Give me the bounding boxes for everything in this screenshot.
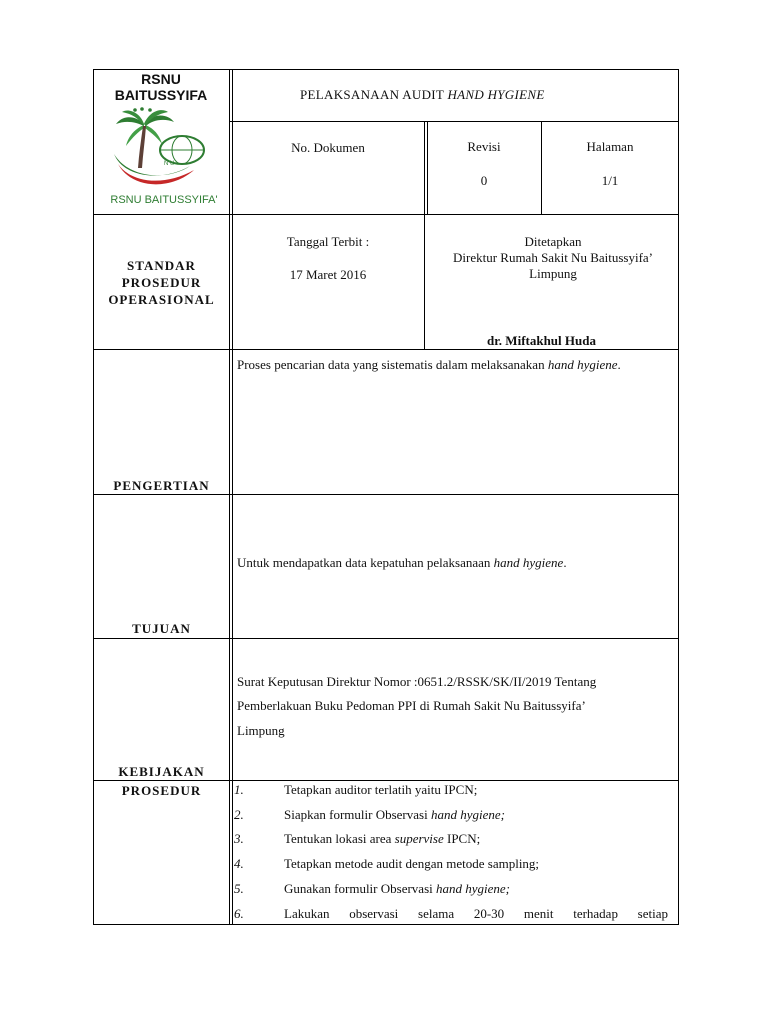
table-border-right [678, 69, 679, 925]
document-title [300, 87, 545, 103]
step-number: 2. [234, 807, 244, 822]
column-divider-revisi [424, 121, 425, 350]
logo-caption: RSNU BAITUSSYIFA' [110, 194, 218, 206]
step-number: 5. [234, 881, 244, 896]
step-text-plain: Tetapkan metode audit dengan metode sampling; [284, 856, 540, 871]
pengertian-end: . [617, 357, 621, 372]
pengertian-text [237, 351, 667, 378]
sop-label-line2: PROSEDUR [121, 275, 202, 290]
revisi-value: 0 [480, 173, 488, 188]
step-text [284, 856, 539, 872]
step-text-after: IPCN; [443, 831, 481, 846]
column-divider-main [229, 69, 230, 925]
halaman-value: 1/1 [601, 173, 619, 188]
step-number: 6. [234, 906, 244, 921]
table-border-bottom [93, 924, 679, 925]
prosedur-label: PROSEDUR [121, 783, 202, 798]
step-text-plain: Gunakan formulir Observasi [284, 881, 436, 896]
step-text-plain: Tetapkan auditor terlatih yaitu IPCN; [284, 782, 478, 797]
org-name-line1: RSNU [141, 71, 181, 87]
sop-label-line3: OPERASIONAL [108, 292, 215, 307]
kebijakan-line2: Pemberlakuan Buku Pedoman PPI di Rumah Sakit Nu Baitussyifa’ [237, 698, 586, 713]
step-text-plain: Siapkan formulir Observasi [284, 807, 431, 822]
step-text-italic: hand hygiene; [430, 807, 505, 822]
step-text [284, 831, 480, 847]
pengertian-italic2: hygiene [577, 357, 618, 372]
tujuan-end: . [563, 555, 567, 570]
step-text-italic: supervise [394, 831, 444, 846]
tujuan-text [237, 555, 673, 571]
document-title-italic: HAND HYGIENE [447, 87, 545, 102]
tujuan-italic: hand hygiene [493, 555, 564, 570]
pengertian-label: PENGERTIAN [113, 478, 210, 493]
kebijakan-line3: Limpung [237, 723, 285, 738]
row-divider-sop [93, 349, 679, 350]
pengertian-plain: Proses pencarian data yang sistematis dalam melaksanakan [237, 357, 548, 372]
row-divider-title [230, 121, 679, 122]
step-text [284, 807, 505, 823]
ditetapkan-line3: Limpung [529, 266, 577, 281]
org-name-line2: BAITUSSYIFA [114, 87, 208, 103]
step-text-italic: hand hygiene; [436, 881, 511, 896]
sop-label-line1: STANDAR [127, 258, 196, 273]
step-number: 4. [234, 856, 244, 871]
column-divider-revisi-inner [427, 121, 428, 215]
row-divider-header [93, 214, 679, 215]
row-divider-pengertian [93, 494, 679, 495]
step-text [284, 906, 668, 922]
column-divider-halaman [541, 121, 542, 215]
step-number: 1. [234, 782, 244, 797]
step-text [284, 881, 510, 897]
tanggal-terbit-label: Tanggal Terbit : [286, 234, 370, 249]
tanggal-terbit-value: 17 Maret 2016 [289, 267, 367, 282]
signatory-name: dr. Miftakhul Huda [487, 333, 596, 348]
ditetapkan-line1: Ditetapkan [524, 234, 582, 249]
no-dokumen-label: No. Dokumen [291, 140, 365, 155]
logo-badge-text: N U [164, 161, 175, 167]
kebijakan-label: KEBIJAKAN [118, 764, 205, 779]
halaman-label: Halaman [586, 139, 634, 154]
tujuan-plain: Untuk mendapatkan data kepatuhan pelaksanaan [237, 555, 494, 570]
row-divider-kebijakan [93, 780, 679, 781]
table-border-top [93, 69, 679, 70]
column-divider-main-inner [232, 69, 233, 925]
ditetapkan-line2: Direktur Rumah Sakit Nu Baitussyifa’ [452, 250, 654, 265]
step-text [284, 782, 477, 798]
step-text-plain: Lakukan observasi selama 20-30 menit terhadap setiap [284, 906, 668, 921]
step-number: 3. [234, 831, 244, 846]
kebijakan-line1: Surat Keputusan Direktur Nomor :0651.2/RSSK/SK/II/2019 Tentang [237, 674, 597, 689]
step-text-plain: Tentukan lokasi area [284, 831, 395, 846]
pengertian-italic1: hand [547, 357, 574, 372]
row-divider-tujuan [93, 638, 679, 639]
revisi-label: Revisi [467, 139, 501, 154]
tujuan-label: TUJUAN [132, 621, 191, 636]
document-title-plain: PELAKSANAAN AUDIT [300, 87, 448, 102]
